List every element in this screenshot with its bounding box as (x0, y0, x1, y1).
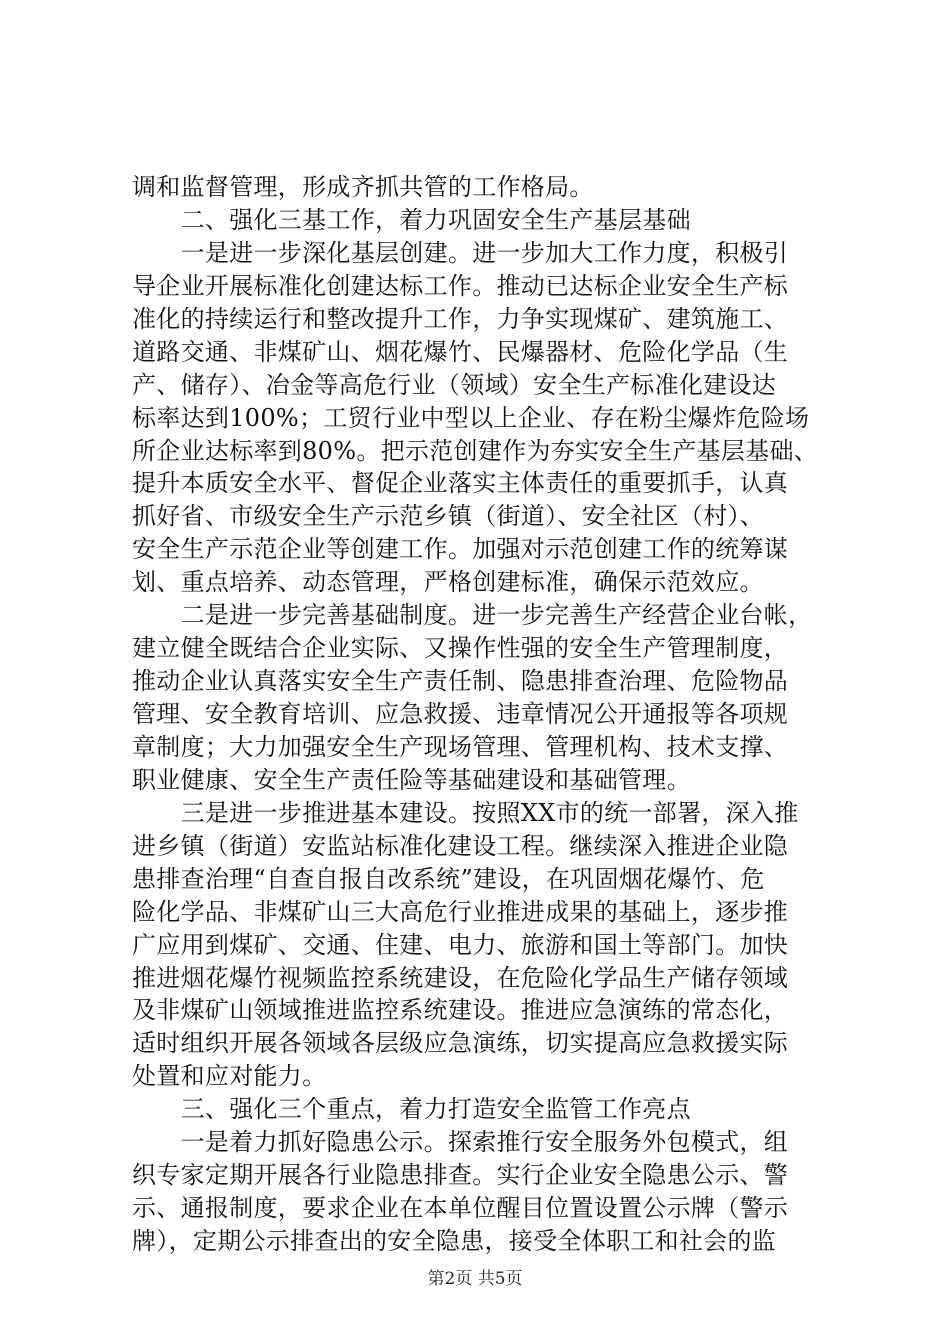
text-line: 划、重点培养、动态管理，严格创建标准，确保示范效应。 (132, 568, 764, 596)
text-line: 所企业达标率到80%。把示范创建作为夯实安全生产基层基础、 (132, 437, 819, 465)
text-line: 牌），定期公示排查出的安全隐患，接受全体职工和社会的监 (132, 1227, 777, 1255)
text-line: 抓好省、市级安全生产示范乡镇（街道）、安全社区（村）、 (132, 502, 765, 530)
text-line: 准化的持续运行和整改提升工作，力争实现煤矿、建筑施工、 (132, 305, 789, 333)
text-line: 推动企业认真落实安全生产责任制、隐患排查治理、危险物品 (132, 667, 789, 695)
text-line: 广应用到煤矿、交通、住建、电力、旅游和国土等部门。加快 (132, 931, 789, 959)
section-heading: 二、强化三基工作，着力巩固安全生产基层基础 (132, 206, 691, 234)
text-line: 织专家定期开展各行业隐患排查。实行企业安全隐患公示、警 (132, 1161, 789, 1189)
text-line: 安全生产示范企业等创建工作。加强对示范创建工作的统筹谋 (132, 535, 789, 563)
text-line: 二是进一步完善基础制度。进一步完善生产经营企业台帐， (132, 601, 813, 629)
text-line: 适时组织开展各领域各层级应急演练，切实提高应急救援实际 (132, 1029, 789, 1057)
text-line: 导企业开展标准化创建达标工作。推动已达标企业安全生产标 (132, 272, 789, 300)
text-line: 推进烟花爆竹视频监控系统建设，在危险化学品生产储存领域 (132, 964, 789, 992)
text-line: 产、储存）、冶金等高危行业（领域）安全生产标准化建设达 (132, 371, 777, 399)
text-line: 患排查治理“自查自报自改系统”建设，在巩固烟花爆竹、危 (132, 865, 765, 893)
text-line: 及非煤矿山领域推进监控系统建设。推进应急演练的常态化， (132, 996, 789, 1024)
text-line: 险化学品、非煤矿山三大高危行业推进成果的基础上，逐步推 (132, 898, 789, 926)
text-line: 一是进一步深化基层创建。进一步加大工作力度，积极引 (132, 239, 789, 267)
text-line: 一是着力抓好隐患公示。探索推行安全服务外包模式，组 (132, 1128, 789, 1156)
text-line: 职业健康、安全生产责任险等基础建设和基础管理。 (132, 766, 691, 794)
text-line: 处置和应对能力。 (132, 1062, 327, 1090)
text-line: 三是进一步推进基本建设。按照XX市的统一部署，深入推 (132, 799, 799, 827)
text-line: 进乡镇（街道）安监站标准化建设工程。继续深入推进企业隐 (132, 832, 789, 860)
text-line: 章制度；大力加强安全生产现场管理、管理机构、技术支撑、 (132, 733, 789, 761)
text-line: 调和监督管理，形成齐抓共管的工作格局。 (132, 173, 594, 201)
text-line: 建立健全既结合企业实际、又操作性强的安全生产管理制度， (132, 634, 789, 662)
text-line: 标率达到100%；工贸行业中型以上企业、存在粉尘爆炸危险场 (132, 404, 810, 432)
page-footer: 第2页 共5页 (427, 1269, 523, 1289)
text-line: 示、通报制度，要求企业在本单位醒目位置设置公示牌（警示 (132, 1194, 789, 1222)
text-line: 提升本质安全水平、督促企业落实主体责任的重要抓手，认真 (132, 469, 789, 497)
text-line: 管理、安全教育培训、应急救援、违章情况公开通报等各项规 (132, 700, 789, 728)
text-line: 道路交通、非煤矿山、烟花爆竹、民爆器材、危险化学品（生 (132, 338, 789, 366)
section-heading: 三、强化三个重点，着力打造安全监管工作亮点 (132, 1095, 691, 1123)
